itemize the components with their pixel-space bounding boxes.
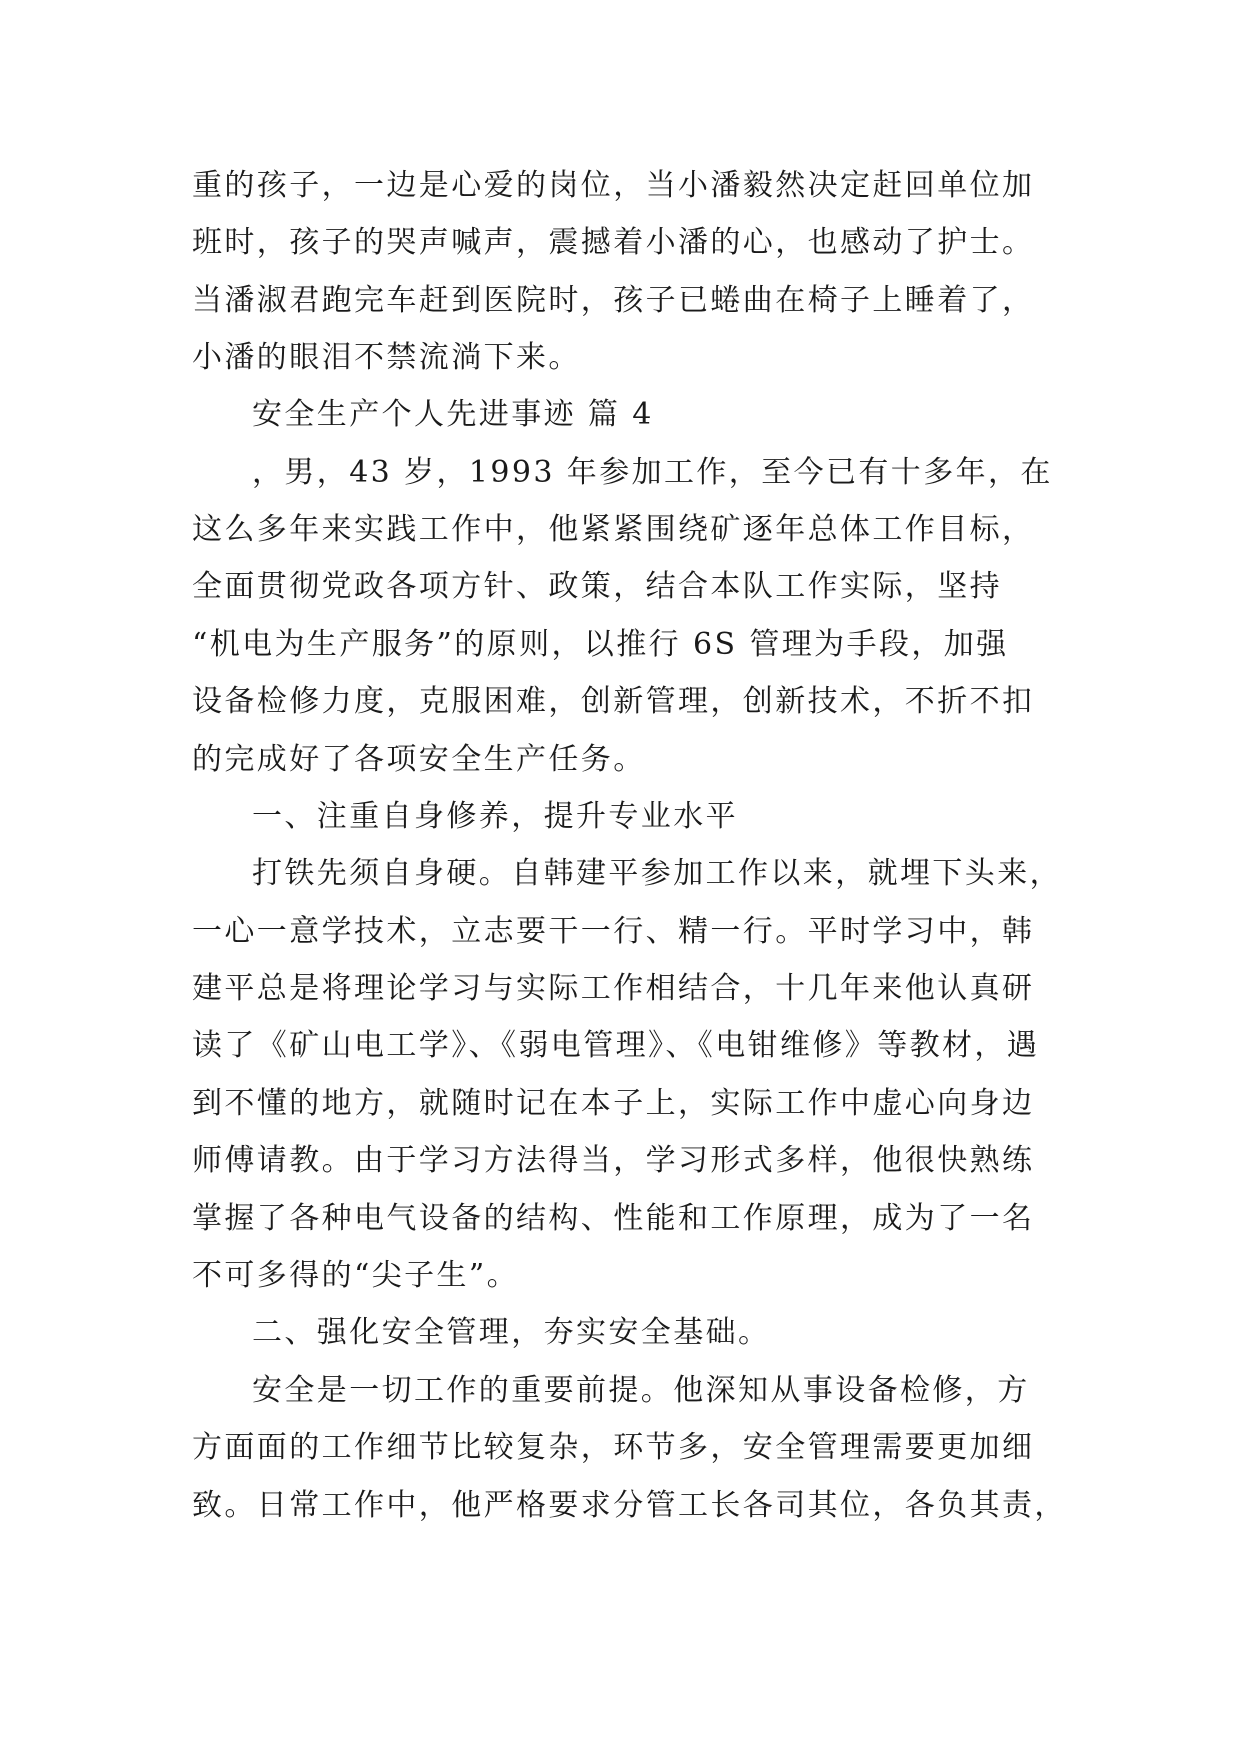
body-text-line: 师傅请教。由于学习方法得当，学习形式多样，他很快熟练 [192, 1143, 1035, 1178]
body-text-line: 重的孩子，一边是心爱的岗位，当小潘毅然决定赶回单位加 [192, 168, 1035, 203]
body-text-line: 全面贯彻党政各项方针、政策，结合本队工作实际，坚持 [192, 569, 1002, 604]
body-text-line: 打铁先须自身硬。自韩建平参加工作以来，就埋下头来， [252, 856, 1062, 891]
body-text-line: “机电为生产服务”的原则，以推行 6S 管理为手段，加强 [192, 627, 1009, 662]
body-text-line: 方面面的工作细节比较复杂，环节多，安全管理需要更加细 [192, 1430, 1035, 1465]
subsection-heading: 二、强化安全管理，夯实安全基础。 [252, 1315, 771, 1350]
body-text-line: 一心一意学技术，立志要干一行、精一行。平时学习中，韩 [192, 914, 1035, 949]
section-heading: 安全生产个人先进事迹 篇 4 [252, 397, 654, 432]
subsection-heading: 一、注重自身修养，提升专业水平 [252, 799, 738, 834]
body-text-line: 小潘的眼泪不禁流淌下来。 [192, 340, 581, 375]
body-text-line: 到不懂的地方，就随时记在本子上，实际工作中虚心向身边 [192, 1086, 1035, 1121]
body-text-line: 不可多得的“尖子生”。 [192, 1258, 520, 1293]
body-text-line: 读了《矿山电工学》、《弱电管理》、《电钳维修》等教材，遇 [192, 1028, 1040, 1063]
body-text-line: 安全是一切工作的重要前提。他深知从事设备检修，方 [252, 1373, 1030, 1408]
body-text-line: 的完成好了各项安全生产任务。 [192, 742, 646, 777]
body-text-line: 致。日常工作中，他严格要求分管工长各司其位，各负其责， [192, 1488, 1067, 1523]
body-text-line: 班时，孩子的哭声喊声，震撼着小潘的心，也感动了护士。 [192, 225, 1035, 260]
body-text-line: 设备检修力度，克服困难，创新管理，创新技术，不折不扣 [192, 684, 1035, 719]
body-text-line: 掌握了各种电气设备的结构、性能和工作原理，成为了一名 [192, 1201, 1035, 1236]
body-text-line: 建平总是将理论学习与实际工作相结合，十几年来他认真研 [192, 971, 1035, 1006]
body-text-line: ，男，43 岁，1993 年参加工作，至今已有十多年，在 [252, 455, 1053, 490]
body-text-line: 这么多年来实践工作中，他紧紧围绕矿逐年总体工作目标， [192, 512, 1035, 547]
body-text-line: 当潘淑君跑完车赶到医院时，孩子已蜷曲在椅子上睡着了， [192, 283, 1035, 318]
